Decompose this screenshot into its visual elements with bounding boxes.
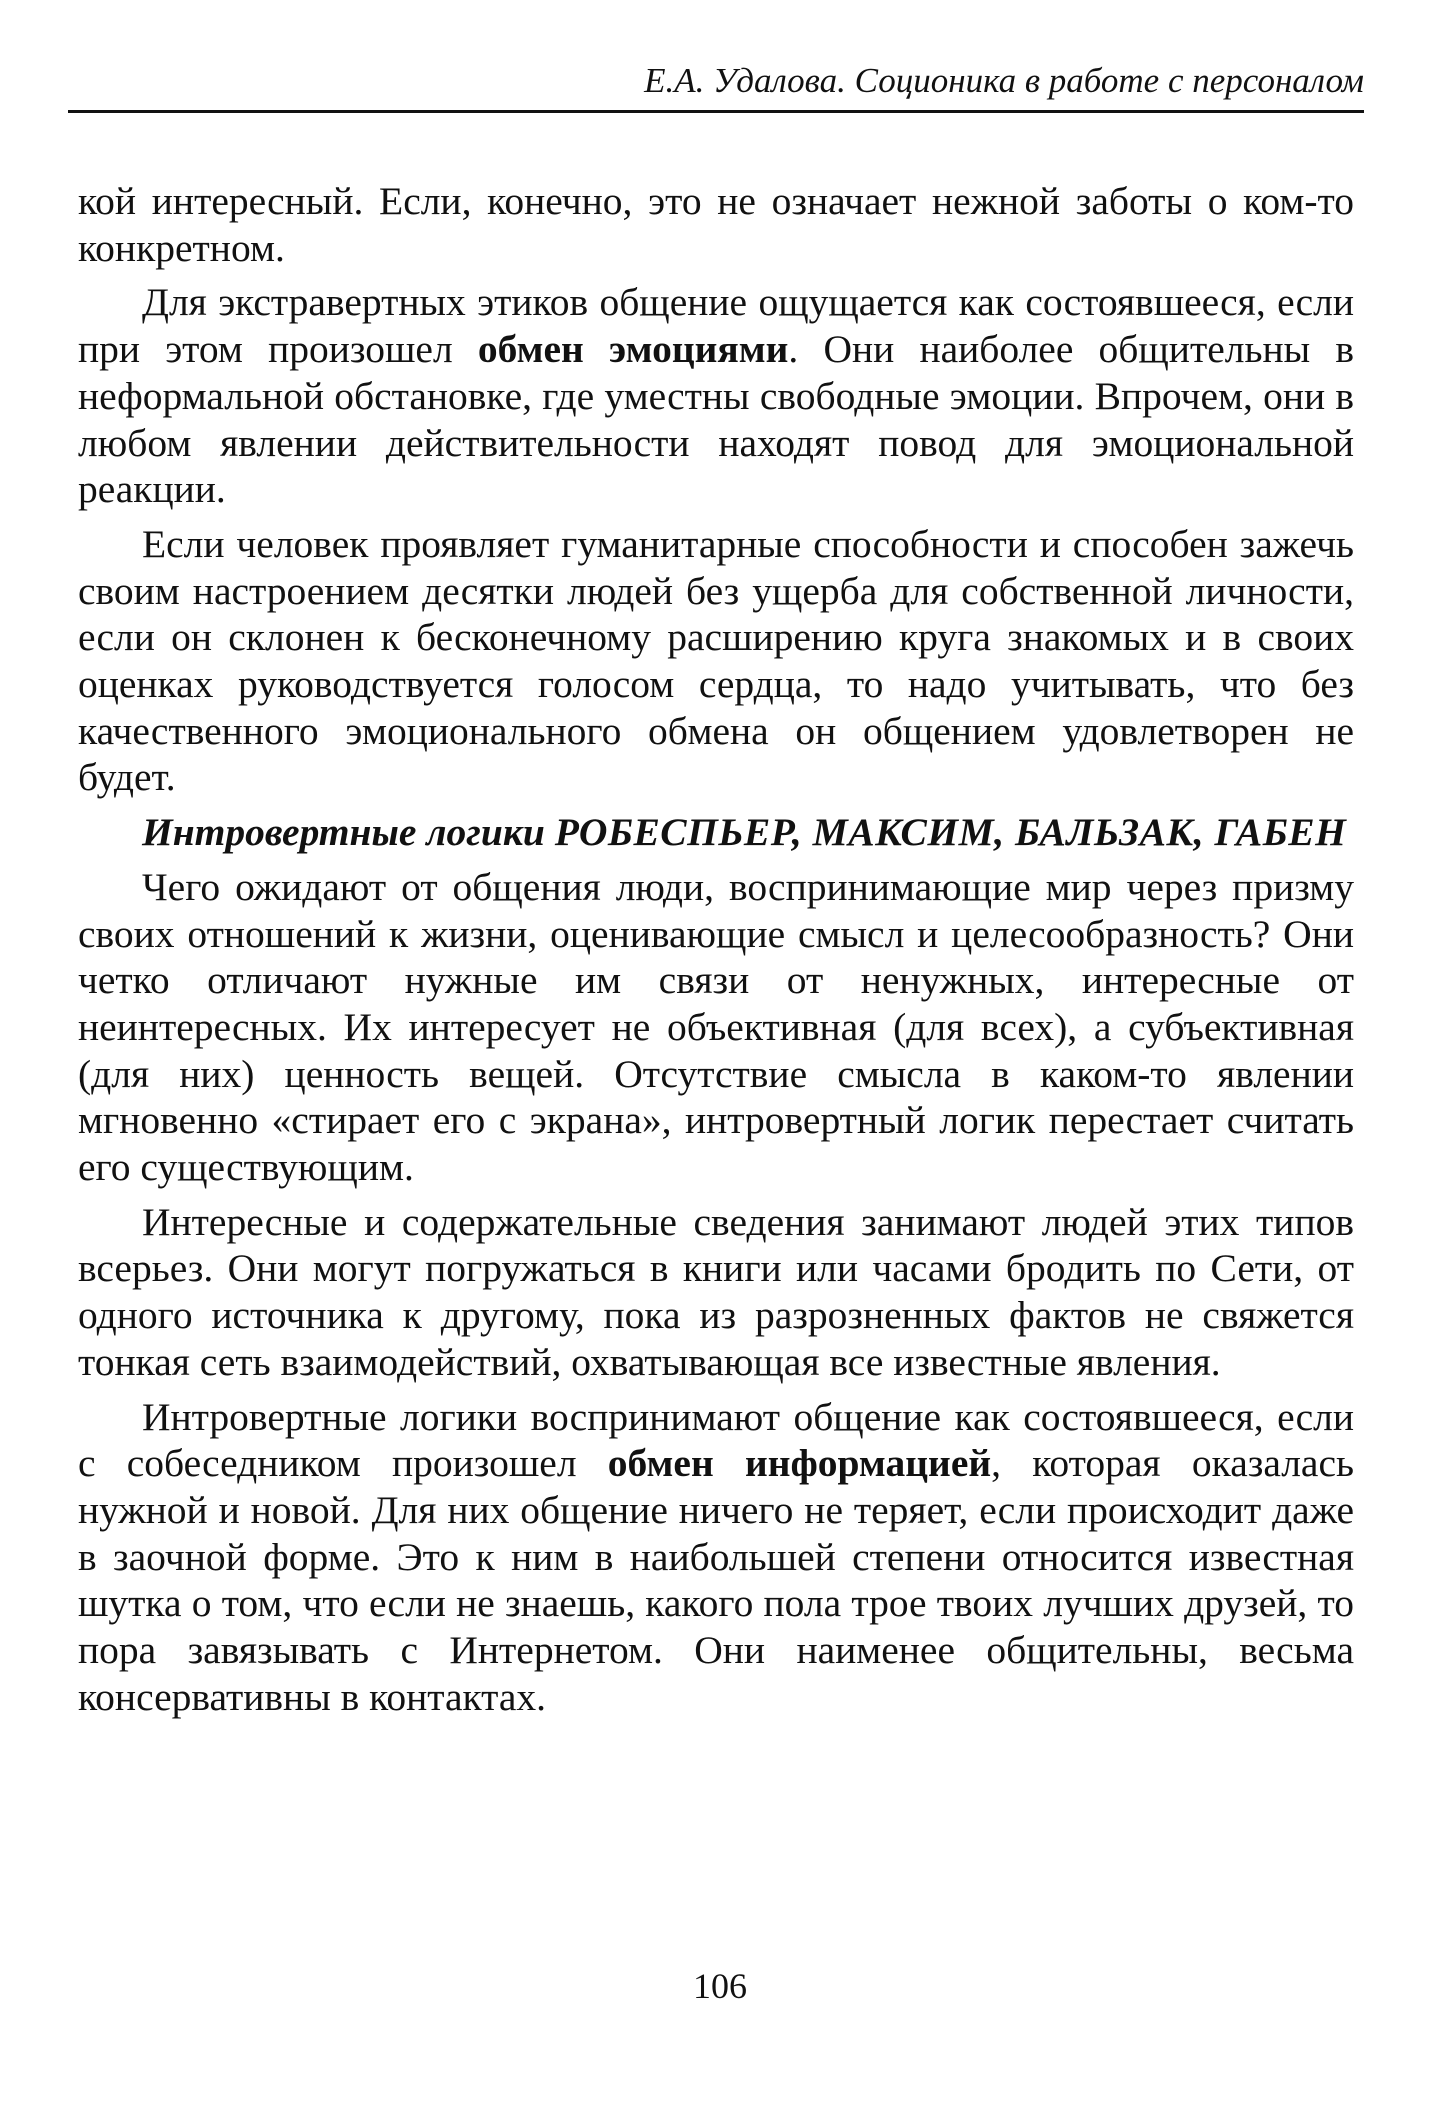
page-number: 106 xyxy=(693,1966,747,2006)
paragraph-text: кой интересный. Если, конечно, это не означает нежной заботы о ком-то конкретном. xyxy=(78,179,1354,270)
paragraph-text: . Они наиболее общительны в неформальной обстановке, где уместны свободные эмоции. Впрочем, они в любом явлении действительности находят повод для эмоциональной реакции. xyxy=(78,327,1354,512)
section-heading-types: РОБЕСПЬЕР, МАКСИМ, БАЛЬЗАК, ГАБЕН xyxy=(554,810,1347,855)
emphasis-information-exchange: обмен информацией xyxy=(607,1441,992,1486)
paragraph-text: Чего ожидают от общения люди, воспринимающие мир через призму своих отношений к жизни, оценивающие смысл и целесообразность? Они четко отличают нужные им связи от ненужных, интересные от неинтересных. Их интересует не объективная (для всех), а субъективная (для них) ценность вещей. Отсутствие смысла в каком-то явлении мгновенно «стирает его с экрана», интровертный логик перестает считать его существующим. xyxy=(78,864,1354,1190)
running-header xyxy=(68,56,1364,113)
paragraph-introvert-communication xyxy=(78,1394,1354,1721)
paragraph-introvert-expectations xyxy=(78,864,1354,1191)
paragraph-humanitarian xyxy=(78,521,1354,801)
paragraph-text: Если человек проявляет гуманитарные способности и способен зажечь своим настроением десятки людей без ущерба для собственной личности, если он склонен к бесконечному расширению круга знакомых и в своих оценках руководствуется голосом сердца, то надо учитывать, что без качественного эмоционального обмена он общением удовлетворен не будет. xyxy=(78,521,1354,800)
body-text xyxy=(78,178,1354,1729)
paragraph-continuation xyxy=(78,178,1354,271)
paragraph-text: Интровертные логики воспринимают общение как состоявшееся, если с собеседником произошел xyxy=(78,1394,1354,1486)
emphasis-emotion-exchange: обмен эмоциями xyxy=(477,327,789,372)
paragraph-text: Для экстравертных этиков общение ощущается как состоявшееся, если при этом произошел xyxy=(78,280,1354,372)
running-title: Е.А. Удалова. Соционика в работе с персоналом xyxy=(644,61,1364,100)
section-heading xyxy=(78,809,1354,856)
paragraph-extravert-ethics xyxy=(78,279,1354,513)
paragraph-text: , которая оказалась нужной и новой. Для них общение ничего не теряет, если происходит даже в заочной форме. Это к ним в наибольшей степени относится известная шутка о том, что если не знаешь, какого пола трое твоих лучших друзей, то пора завязывать с Интернетом. Они наименее общительны, весьма консервативны в контактах. xyxy=(78,1441,1354,1719)
section-heading-lead: Интровертные логики xyxy=(142,810,555,855)
paragraph-introvert-interests xyxy=(78,1199,1354,1386)
paragraph-text: Интересные и содержательные сведения занимают людей этих типов всерьез. Они могут погружаться в книги или часами бродить по Сети, от одного источника к другому, пока из разрозненных фактов не свяжется тонкая сеть взаимодействий, охватывающая все известные явления. xyxy=(78,1199,1354,1384)
